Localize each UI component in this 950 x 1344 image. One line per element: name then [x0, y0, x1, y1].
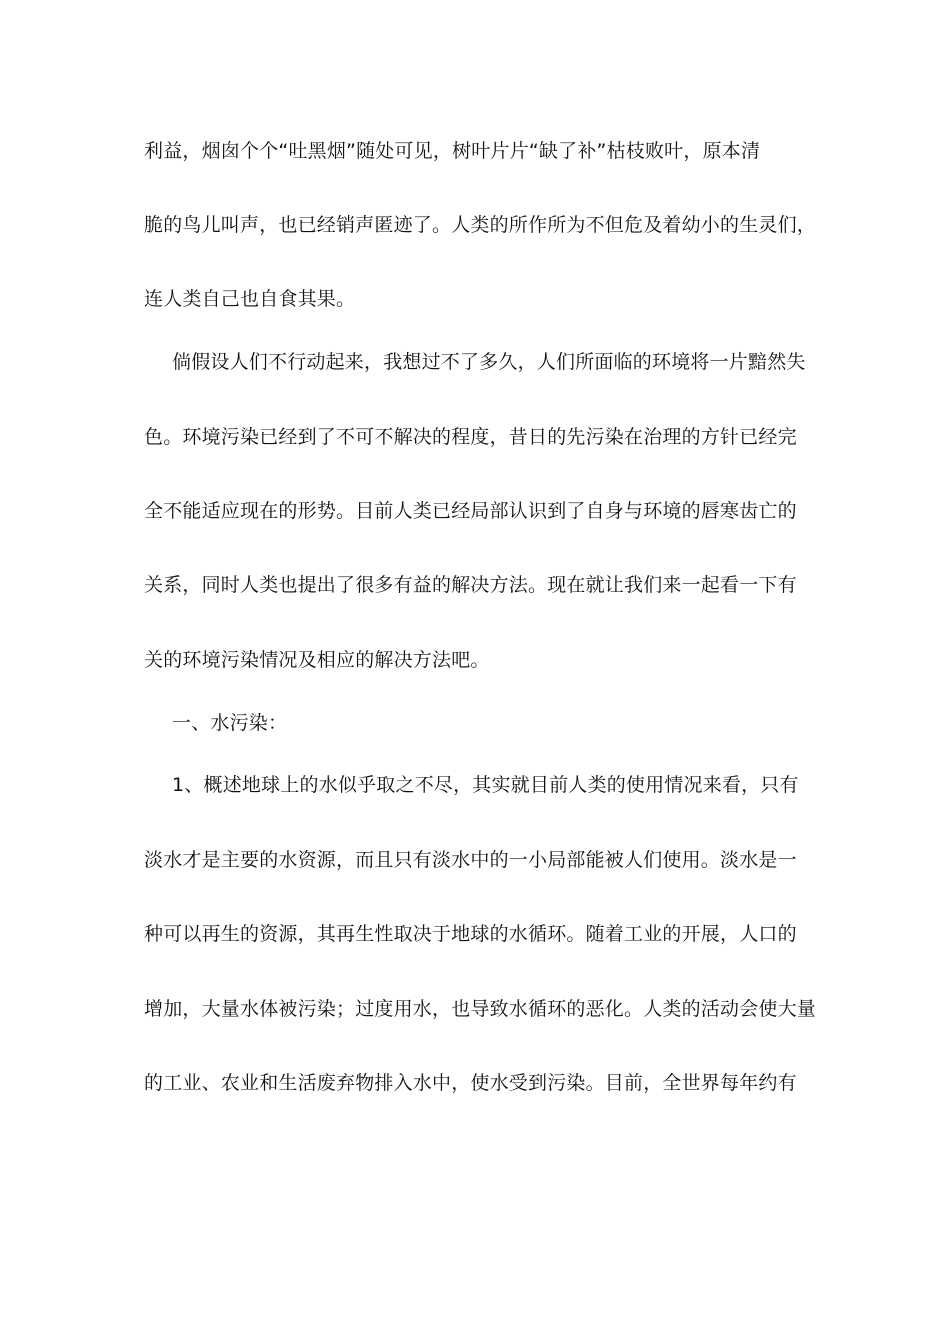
text-line: 增加，大量水体被污染；过度用水，也导致水循环的恶化。人类的活动会使大量: [144, 998, 817, 1020]
text-line: 倘假设人们不行动起来，我想过不了多久，人们所面临的环境将一片黯然失: [172, 351, 806, 373]
text-line: 色。环境污染已经到了不可不解决的程度，昔日的先污染在治理的方针已经完: [144, 426, 797, 448]
section-heading: 一、水污染：: [172, 712, 288, 734]
text-line: 1、概述地球上的水似乎取之不尽，其实就目前人类的使用情况来看，只有: [172, 774, 799, 796]
text-line: 利益，烟囱个个“吐黑烟”随处可见，树叶片片“缺了补”枯枝败叶，原本清: [144, 140, 761, 162]
text-line: 脆的鸟儿叫声，也已经销声匿迹了。人类的所作所为不但危及着幼小的生灵们，: [144, 214, 817, 236]
text-line: 种可以再生的资源，其再生性取决于地球的水循环。随着工业的开展，人口的: [144, 923, 797, 945]
text-line: 关的环境污染情况及相应的解决方法吧。: [144, 649, 490, 671]
text-line: 全不能适应现在的形势。目前人类已经局部认识到了自身与环境的唇寒齿亡的: [144, 500, 797, 522]
text-line: 关系，同时人类也提出了很多有益的解决方法。现在就让我们来一起看一下有: [144, 574, 797, 596]
text-line: 淡水才是主要的水资源，而且只有淡水中的一小局部能被人们使用。淡水是一: [144, 849, 797, 871]
text-line: 连人类自己也自食其果。: [144, 288, 356, 310]
text-line: 的工业、农业和生活废弃物排入水中，使水受到污染。目前，全世界每年约有: [144, 1072, 797, 1094]
